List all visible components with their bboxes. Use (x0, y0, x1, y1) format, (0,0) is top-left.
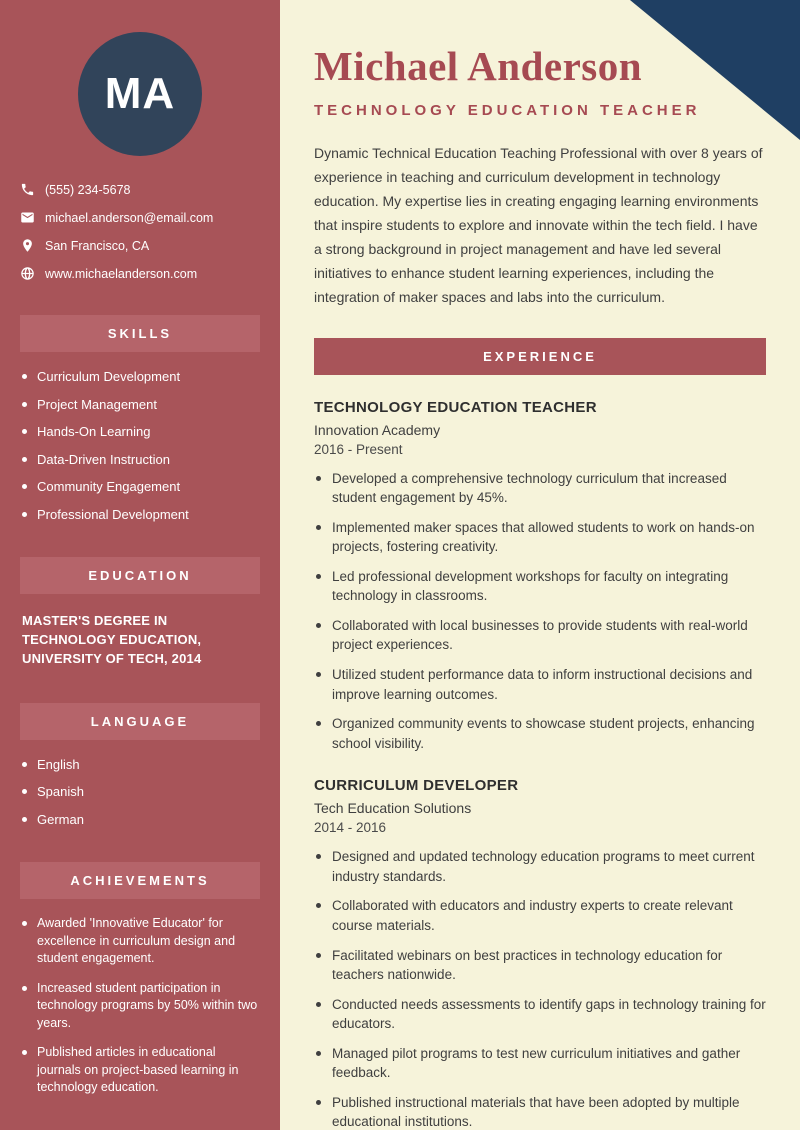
person-name: Michael Anderson (314, 43, 643, 89)
person-title: TECHNOLOGY EDUCATION TEACHER (314, 102, 701, 119)
skills-header (20, 315, 260, 352)
language-item: Spanish (22, 783, 258, 801)
skill-item: Professional Development (22, 506, 258, 524)
job-title: CURRICULUM DEVELOPER (314, 777, 519, 795)
achievements-header (20, 862, 260, 899)
job-bullet: Developed a comprehensive technology curriculum that increased student engagement by 45%. (314, 469, 766, 508)
language-header-label: LANGUAGE (90, 713, 190, 729)
achievements-list (0, 899, 280, 1097)
skill-item: Curriculum Development (22, 368, 258, 386)
skills-header-label: SKILLS (107, 326, 173, 341)
job-bullet-list (314, 847, 766, 1130)
skill-item: Project Management (22, 396, 258, 414)
avatar (78, 32, 202, 156)
job-bullet: Utilized student performance data to inform instructional decisions and improve learning outcomes. (314, 665, 766, 704)
job-bullet: Implemented maker spaces that allowed students to work on hands-on projects, fostering creativity. (314, 518, 766, 557)
contact-email-text: michael.anderson@email.com (45, 210, 214, 225)
job-bullet-list (314, 469, 766, 754)
contact-website-text: www.michaelanderson.com (45, 266, 198, 281)
language-header (20, 703, 260, 740)
contact-list (0, 182, 280, 281)
skill-item: Data-Driven Instruction (22, 451, 258, 469)
location-icon (20, 238, 35, 253)
job-bullet: Organized community events to showcase student projects, enhancing school visibility. (314, 714, 766, 753)
avatar-initials: MA (104, 69, 176, 118)
language-item: German (22, 811, 258, 829)
job-bullet: Conducted needs assessments to identify gaps in technology training for educators. (314, 995, 766, 1034)
job-dates: 2016 - Present (314, 441, 403, 457)
education-text: MASTER'S DEGREE IN TECHNOLOGY EDUCATION, UNIVERSITY OF TECH, 2014 (22, 613, 202, 666)
job-bullet: Collaborated with educators and industry experts to create relevant course materials. (314, 896, 766, 935)
sidebar (0, 0, 280, 1130)
job-bullet: Published instructional materials that have been adopted by multiple educational institutions. (314, 1093, 766, 1130)
education-header (20, 557, 260, 594)
job-company: Innovation Academy (314, 421, 441, 438)
education-header-label: EDUCATION (88, 568, 192, 584)
language-list (0, 740, 280, 829)
skills-list (0, 352, 280, 523)
achievement-item: Published articles in educational journals on project-based learning in technology education. (22, 1044, 258, 1097)
experience-header (314, 338, 766, 375)
job-bullet: Collaborated with local businesses to provide students with real-world project experiences. (314, 616, 766, 655)
job-title: TECHNOLOGY EDUCATION TEACHER (314, 398, 597, 416)
job-entry (314, 399, 766, 754)
contact-email (20, 210, 258, 225)
summary-paragraph: Dynamic Technical Education Teaching Professional with over 8 years of experience in teaching and curriculum development in technology education. My expertise lies in creating engaging learning environments that inspire students to explore and innovate within the tech field. I have a strong background in project management and have led several initiatives to enhance student learning experiences, including the integration of maker spaces and labs into the curriculum. (314, 145, 763, 306)
contact-phone-text: (555) 234-5678 (45, 182, 131, 197)
skill-item: Hands-On Learning (22, 423, 258, 441)
skill-item: Community Engagement (22, 478, 258, 496)
email-icon (20, 210, 35, 225)
contact-location (20, 238, 258, 253)
experience-header-label: EXPERIENCE (483, 348, 597, 364)
contact-phone (20, 182, 258, 197)
contact-location-text: San Francisco, CA (45, 238, 150, 253)
job-company: Tech Education Solutions (314, 800, 472, 817)
achievement-item: Awarded 'Innovative Educator' for excellence in curriculum design and student engagement. (22, 915, 258, 968)
contact-website (20, 266, 258, 281)
job-bullet: Designed and updated technology education programs to meet current industry standards. (314, 847, 766, 886)
website-icon (20, 266, 35, 281)
language-item: English (22, 756, 258, 774)
phone-icon (20, 182, 35, 197)
job-dates: 2014 - 2016 (314, 820, 387, 836)
achievements-header-label: ACHIEVEMENTS (70, 873, 210, 889)
job-entry (314, 777, 766, 1130)
main-content (280, 0, 800, 1130)
job-bullet: Facilitated webinars on best practices in technology education for teachers nationwide. (314, 946, 766, 985)
job-bullet: Managed pilot programs to test new curriculum initiatives and gather feedback. (314, 1044, 766, 1083)
job-bullet: Led professional development workshops for faculty on integrating technology in classrooms. (314, 567, 766, 606)
achievement-item: Increased student participation in technology programs by 50% within two years. (22, 980, 258, 1033)
